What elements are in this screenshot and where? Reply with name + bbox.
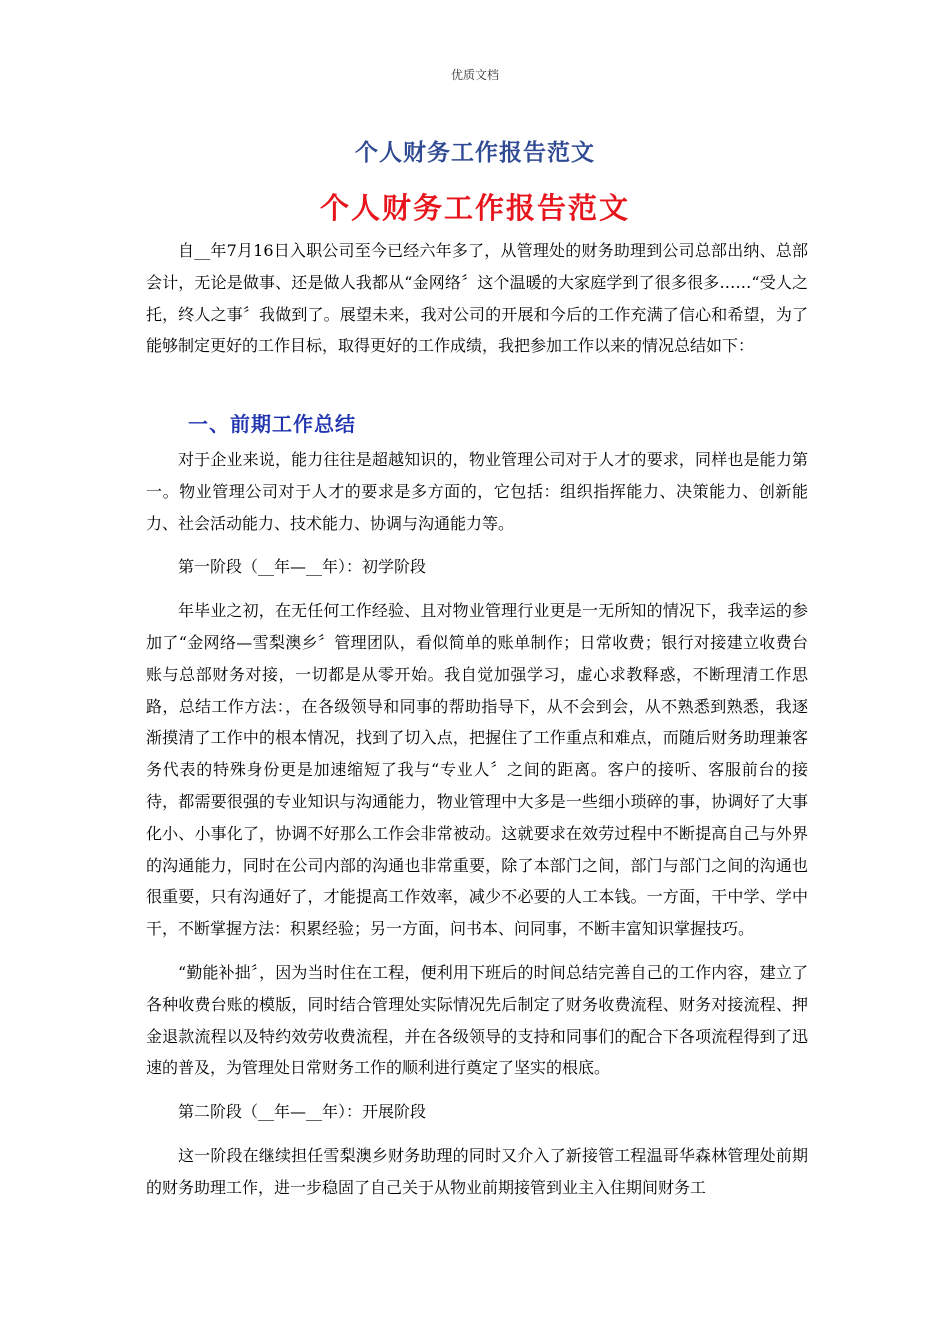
page-header: 优质文档 <box>450 68 499 82</box>
stage-one-paragraph: 年毕业之初，在无任何工作经验、且对物业管理行业更是一无所知的情况下，我幸运的参加了“金网络—雪梨澳乡〞管理团队，看似简单的账单制作；日常收费；银行对接建立收费台账与总部财务对接，一切都是从零开始。我自觉加强学习，虚心求教释惑，不断理清工作思路，总结工作方法：，在各级领导和同事的帮助指导下，从不会到会，从不熟悉到熟悉，我逐渐摸清了工作中的根本情况，找到了切入点，把握住了工作重点和难点，而随后财务助理兼客务代表的特殊身份更是加速缩短了我与“专业人〞之间的距离。客户的接听、客服前台的接待，都需要很强的专业知识与沟通能力，物业管理中大多是一些细小琐碎的事，协调好了大事化小、小事化了，协调不好那么工作会非常被动。这就要求在效劳过程中不断提高自己与外界的沟通能力，同时在公司内部的沟通也非常重要，除了本部门之间，部门与部门之间的沟通也很重要，只有沟通好了，才能提高工作效率，减少不必要的人工本钱。一方面，干中学、学中干，不断掌握方法：积累经验；另一方面，问书本、问同事，不断丰富知识掌握技巧。 <box>146 601 808 939</box>
document-title: 个人财务工作报告范文 <box>355 140 595 166</box>
stage-two-paragraph: 这一阶段在继续担任雪梨澳乡财务助理的同时又介入了新接管工程温哥华森林管理处前期的财务助理工作，进一步稳固了自己关于从物业前期接管到业主入住期间财务工 <box>146 1145 808 1197</box>
intro-paragraph: 自__年7月16日入职公司至今已经六年多了，从管理处的财务助理到公司总部出纳、总部会计，无论是做事、还是做人我都从“金网络〞这个温暖的大家庭学到了很多很多……“受人之托，终人之事〞我做到了。展望未来，我对公司的开展和今后的工作充满了信心和希望，为了能够制定更好的工作目标，取得更好的工作成绩，我把参加工作以来的情况总结如下： <box>146 241 808 356</box>
intro-block <box>146 235 808 362</box>
section-heading: 一、前期工作总结 <box>188 412 356 436</box>
main-title: 个人财务工作报告范文 <box>319 191 630 225</box>
stage-one-paragraph-2: “勤能补拙〞，因为当时住在工程，便利用下班后的时间总结完善自己的工作内容，建立了各种收费台账的模版，同时结合管理处实际情况先后制定了财务收费流程、财务对接流程、押金退款流程以及特约效劳收费流程，并在各级领导的支持和同事们的配合下各项流程得到了迅速的普及，为管理处日常财务工作的顺利进行奠定了坚实的根底。 <box>146 962 808 1078</box>
stage-one-label: 第一阶段（__年—__年）：初学阶段 <box>178 557 427 577</box>
section-body <box>146 444 808 1204</box>
section-paragraph: 对于企业来说，能力往往是超越知识的，物业管理公司对于人才的要求，同样也是能力第一。物业管理公司对于人才的要求是多方面的，它包括：组织指挥能力、决策能力、创新能力、社会活动能力、技术能力、协调与沟通能力等。 <box>146 450 808 533</box>
stage-two-label: 第二阶段（__年—__年）：开展阶段 <box>178 1102 427 1122</box>
